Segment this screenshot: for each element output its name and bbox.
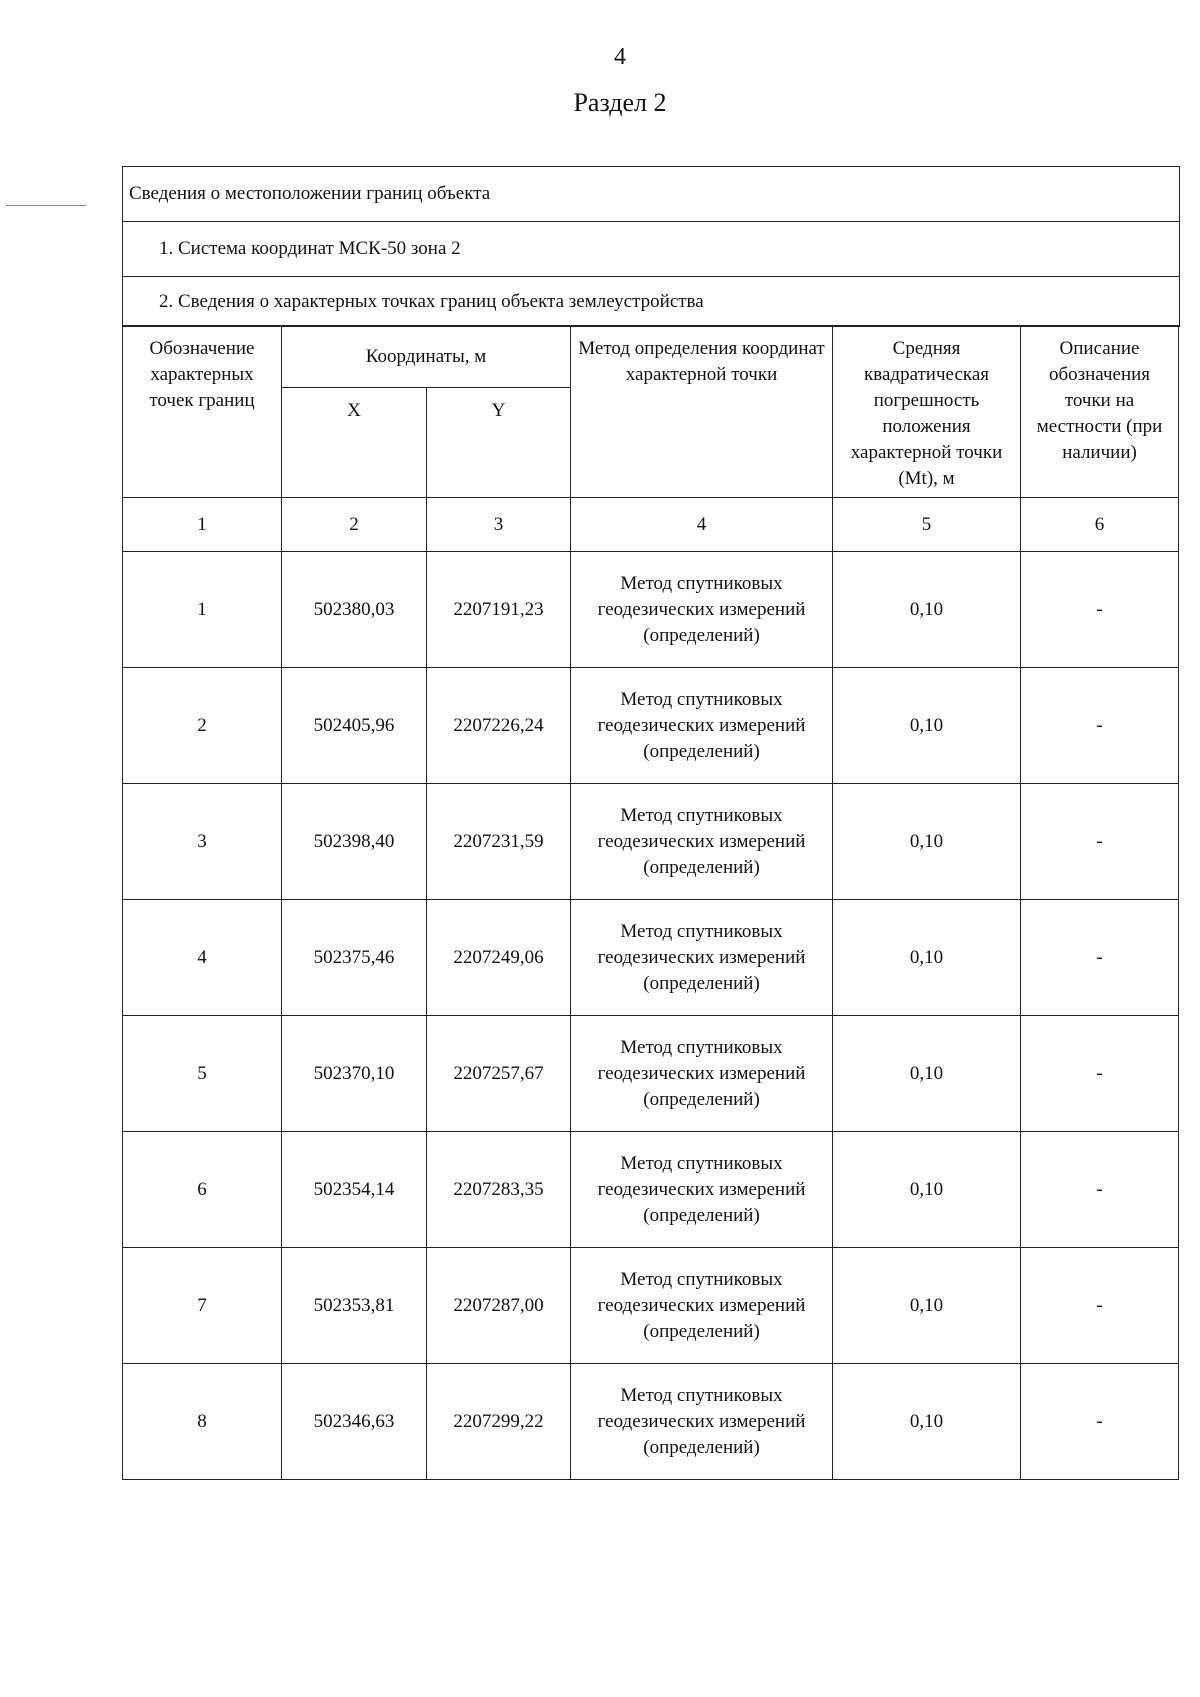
column-number: 2 [282, 498, 427, 552]
cell-method: Метод спутниковых геодезических измерений (определений) [571, 1248, 833, 1364]
coordinates-table [122, 325, 1179, 1480]
header-method: Метод определения координат характерной точки [571, 326, 833, 498]
cell-description: - [1021, 668, 1179, 784]
column-number: 1 [123, 498, 282, 552]
cell-y: 2207226,24 [427, 668, 571, 784]
cell-y: 2207287,00 [427, 1248, 571, 1364]
cell-y: 2207249,06 [427, 900, 571, 1016]
page-number: 4 [614, 44, 626, 70]
cell-y: 2207299,22 [427, 1364, 571, 1480]
table-row [123, 900, 1179, 1016]
cell-mt: 0,10 [833, 668, 1021, 784]
table-row [123, 1248, 1179, 1364]
cell-method: Метод спутниковых геодезических измерений (определений) [571, 1364, 833, 1480]
cell-point: 4 [123, 900, 282, 1016]
column-number: 6 [1021, 498, 1179, 552]
table-row [123, 1364, 1179, 1480]
table-row [123, 1132, 1179, 1248]
header-coordinates: Координаты, м [282, 326, 571, 388]
cell-description: - [1021, 1248, 1179, 1364]
stray-mark [6, 205, 86, 206]
header-error: Средняя квадратическая погрешность положения характерной точки (Mt), м [833, 326, 1021, 498]
cell-point: 5 [123, 1016, 282, 1132]
cell-mt: 0,10 [833, 1248, 1021, 1364]
column-number: 5 [833, 498, 1021, 552]
cell-x: 502380,03 [282, 552, 427, 668]
header-y: Y [427, 388, 571, 498]
column-number: 4 [571, 498, 833, 552]
cell-x: 502354,14 [282, 1132, 427, 1248]
cell-description: - [1021, 1364, 1179, 1480]
cell-mt: 0,10 [833, 900, 1021, 1016]
cell-mt: 0,10 [833, 1132, 1021, 1248]
table-body [123, 552, 1179, 1480]
cell-point: 6 [123, 1132, 282, 1248]
object-info-block [122, 166, 1180, 327]
cell-point: 7 [123, 1248, 282, 1364]
cell-description: - [1021, 784, 1179, 900]
cell-method: Метод спутниковых геодезических измерений (определений) [571, 1132, 833, 1248]
table-row [123, 784, 1179, 900]
table-header [123, 326, 1179, 552]
cell-mt: 0,10 [833, 784, 1021, 900]
cell-mt: 0,10 [833, 552, 1021, 668]
cell-x: 502370,10 [282, 1016, 427, 1132]
cell-method: Метод спутниковых геодезических измерений (определений) [571, 1016, 833, 1132]
table-row [123, 668, 1179, 784]
cell-x: 502375,46 [282, 900, 427, 1016]
cell-method: Метод спутниковых геодезических измерений (определений) [571, 552, 833, 668]
info-title: Сведения о местоположении границ объекта [123, 167, 1179, 222]
column-number: 3 [427, 498, 571, 552]
cell-x: 502346,63 [282, 1364, 427, 1480]
points-heading: 2. Сведения о характерных точках границ объекта землеустройства [123, 277, 1179, 327]
cell-point: 3 [123, 784, 282, 900]
cell-y: 2207257,67 [427, 1016, 571, 1132]
cell-y: 2207231,59 [427, 784, 571, 900]
column-number-row [123, 498, 1179, 552]
cell-x: 502398,40 [282, 784, 427, 900]
cell-mt: 0,10 [833, 1016, 1021, 1132]
cell-x: 502353,81 [282, 1248, 427, 1364]
section-title: Раздел 2 [573, 88, 667, 117]
cell-point: 1 [123, 552, 282, 668]
cell-y: 2207283,35 [427, 1132, 571, 1248]
cell-mt: 0,10 [833, 1364, 1021, 1480]
cell-x: 502405,96 [282, 668, 427, 784]
cell-y: 2207191,23 [427, 552, 571, 668]
table-row [123, 1016, 1179, 1132]
header-x: X [282, 388, 427, 498]
header-designation: Обозначение характерных точек границ [123, 326, 282, 498]
cell-method: Метод спутниковых геодезических измерений (определений) [571, 668, 833, 784]
cell-description: - [1021, 900, 1179, 1016]
cell-point: 2 [123, 668, 282, 784]
cell-description: - [1021, 1132, 1179, 1248]
cell-point: 8 [123, 1364, 282, 1480]
cell-description: - [1021, 1016, 1179, 1132]
cell-description: - [1021, 552, 1179, 668]
header-description: Описание обозначения точки на местности (при наличии) [1021, 326, 1179, 498]
table-row [123, 552, 1179, 668]
cell-method: Метод спутниковых геодезических измерений (определений) [571, 900, 833, 1016]
coord-system-line: 1. Система координат МСК-50 зона 2 [123, 222, 1179, 277]
cell-method: Метод спутниковых геодезических измерений (определений) [571, 784, 833, 900]
